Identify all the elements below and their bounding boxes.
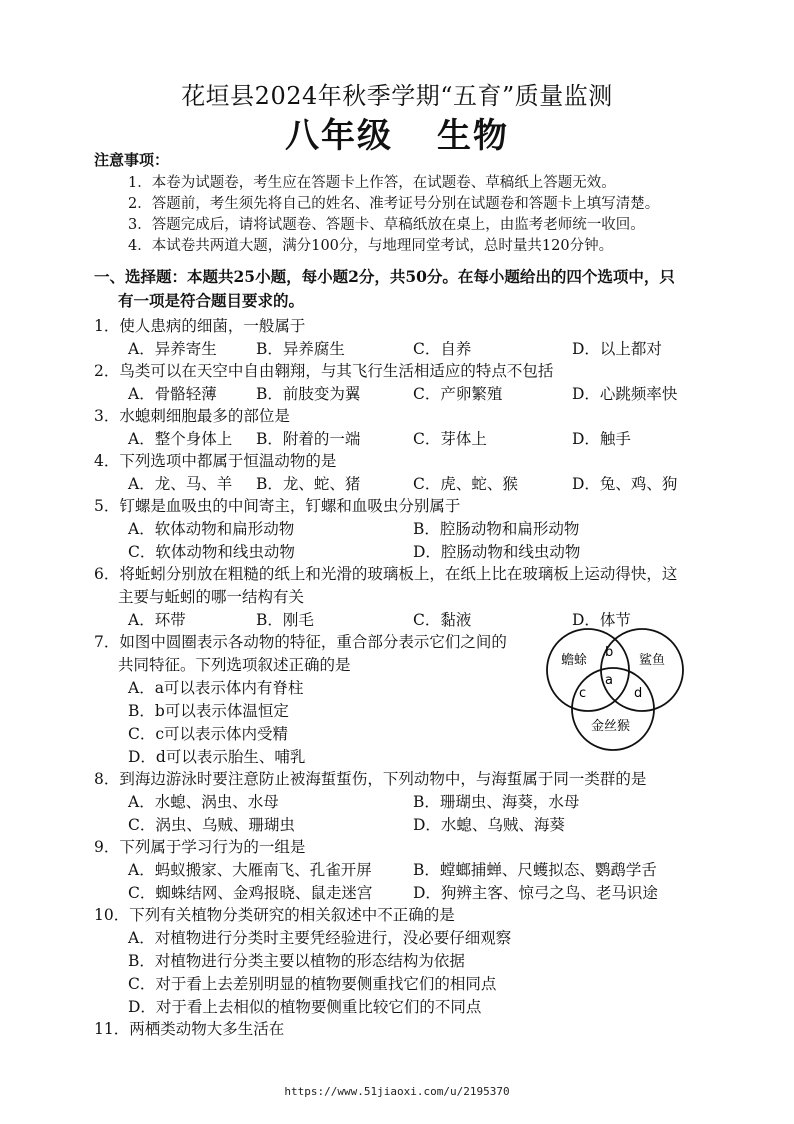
question-stem: 2．鸟类可以在天空中自由翱翔，与其飞行生活相适应的特点不包括	[94, 362, 554, 380]
option-b: B．珊瑚虫、海葵，水母	[413, 793, 580, 811]
option-b: B．螳螂捕蝉、尺蠖拟态、鹦鹉学舌	[413, 861, 657, 879]
option-a: A．水螅、涡虫、水母	[128, 793, 279, 811]
notice-item: 1．本卷为试题卷，考生应在答题卡上作答，在试题卷、草稿纸上答题无效。	[128, 175, 616, 191]
option-a: A．环带	[128, 611, 186, 629]
option-d: D．以上都对	[572, 340, 662, 358]
option-a: A．整个身体上	[128, 430, 233, 448]
subject-label: 生物	[437, 116, 509, 156]
question-stem-cont: 共同特征。下列选项叙述正确的是	[118, 656, 351, 674]
venn-region-c: c	[579, 686, 587, 701]
question-stem: 1．使人患病的细菌，一般属于	[94, 317, 306, 335]
question-stem-cont: 主要与蚯蚓的哪一结构有关	[118, 588, 305, 606]
option-c: C．虎、蛇、猴	[413, 475, 518, 493]
notice-item: 4．本试卷共两道大题，满分100分，与地理同堂考试，总时量共120分钟。	[128, 238, 614, 254]
option-a: A．龙、马、羊	[128, 475, 233, 493]
option-d: D．d可以表示胎生、哺乳	[128, 748, 306, 766]
option-d: D．体节	[572, 611, 631, 629]
question-stem: 9．下列属于学习行为的一组是	[94, 838, 306, 856]
section-heading: 一、选择题：本题共25小题，每小题2分，共50分。在每小题给出的四个选项中，只	[94, 267, 675, 286]
venn-label-left: 蟾蜍	[561, 653, 588, 668]
option-a: A．a可以表示体内有脊柱	[128, 679, 304, 697]
footer-url: https://www.51jiaoxi.com/u/2195370	[284, 1085, 510, 1098]
venn-label-bottom: 金丝猴	[591, 719, 631, 734]
option-d: D．狗辨主客、惊弓之鸟、老马识途	[413, 884, 658, 902]
option-a: A．异养寄生	[128, 340, 217, 358]
section-heading-cont: 有一项是符合题目要求的。	[118, 291, 305, 310]
notice-item: 3．答题完成后，请将试题卷、答题卡、草稿纸放在桌上，由监考老师统一收回。	[128, 217, 645, 233]
option-b: B．刚毛	[256, 611, 314, 629]
option-b: B．异养腐生	[256, 340, 345, 358]
option-d: D．心跳频率快	[572, 385, 678, 403]
option-b: B．腔肠动物和扁形动物	[413, 520, 580, 538]
venn-region-b: b	[605, 645, 614, 660]
venn-circle-bottom	[572, 668, 654, 750]
option-a: A．骨骼轻薄	[128, 385, 217, 403]
grade-label: 八年级	[285, 116, 393, 156]
venn-diagram	[535, 624, 695, 756]
exam-title: 花垣县2024年秋季学期“五育”质量监测	[181, 82, 613, 110]
option-c: C．产卵繁殖	[413, 385, 503, 403]
option-d: D．兔、鸡、狗	[572, 475, 678, 493]
option-b: B．龙、蛇、猪	[256, 475, 361, 493]
option-a: A．蚂蚁搬家、大雁南飞、孔雀开屏	[128, 861, 372, 879]
option-c: C．芽体上	[413, 430, 487, 448]
question-stem: 10．下列有关植物分类研究的相关叙述中不正确的是	[94, 906, 455, 924]
question-stem: 3．水螅刺细胞最多的部位是	[94, 407, 290, 425]
question-stem: 11．两栖类动物大多生活在	[94, 1020, 285, 1038]
option-a: A．对植物进行分类时主要凭经验进行，没必要仔细观察	[128, 929, 512, 947]
venn-region-a: a	[605, 673, 613, 688]
option-d: D．对于看上去相似的植物要侧重比较它们的不同点	[128, 998, 482, 1016]
notice-heading: 注意事项：	[94, 151, 170, 169]
option-d: D．触手	[572, 430, 631, 448]
option-b: B．前肢变为翼	[256, 385, 361, 403]
option-c: C．对于看上去差别明显的植物要侧重找它们的相同点	[128, 975, 497, 993]
option-c: C．c可以表示体内受精	[128, 725, 289, 743]
option-c: C．黏液	[413, 611, 472, 629]
question-stem: 5．钉螺是血吸虫的中间寄主，钉螺和血吸虫分别属于	[94, 497, 461, 515]
option-b: B．b可以表示体温恒定	[128, 702, 289, 720]
question-stem: 4．下列选项中都属于恒温动物的是	[94, 452, 337, 470]
option-b: B．附着的一端	[256, 430, 361, 448]
option-c: C．蜘蛛结网、金鸡报晓、鼠走迷宫	[128, 884, 373, 902]
option-c: C．软体动物和线虫动物	[128, 543, 295, 561]
option-b: B．对植物进行分类主要以植物的形态结构为依据	[128, 952, 465, 970]
option-c: C．涡虫、乌贼、珊瑚虫	[128, 816, 295, 834]
venn-region-d: d	[634, 686, 643, 701]
question-stem: 7．如图中圆圈表示各动物的特征，重合部分表示它们之间的	[94, 633, 507, 651]
venn-label-right: 鲨鱼	[639, 653, 666, 668]
option-d: D．腔肠动物和线虫动物	[413, 543, 581, 561]
option-d: D．水螅、乌贼、海葵	[413, 816, 565, 834]
option-a: A．软体动物和扁形动物	[128, 520, 295, 538]
notice-item: 2．答题前，考生须先将自己的姓名、准考证号分别在试题卷和答题卡上填写清楚。	[128, 196, 660, 212]
venn-circle-left	[547, 629, 629, 711]
option-c: C．自养	[413, 340, 472, 358]
question-stem: 6．将蚯蚓分别放在粗糙的纸上和光滑的玻璃板上，在纸上比在玻璃板上运动得快，这	[94, 565, 678, 583]
question-stem: 8．到海边游泳时要注意防止被海蜇蜇伤，下列动物中，与海蜇属于同一类群的是	[94, 770, 647, 788]
